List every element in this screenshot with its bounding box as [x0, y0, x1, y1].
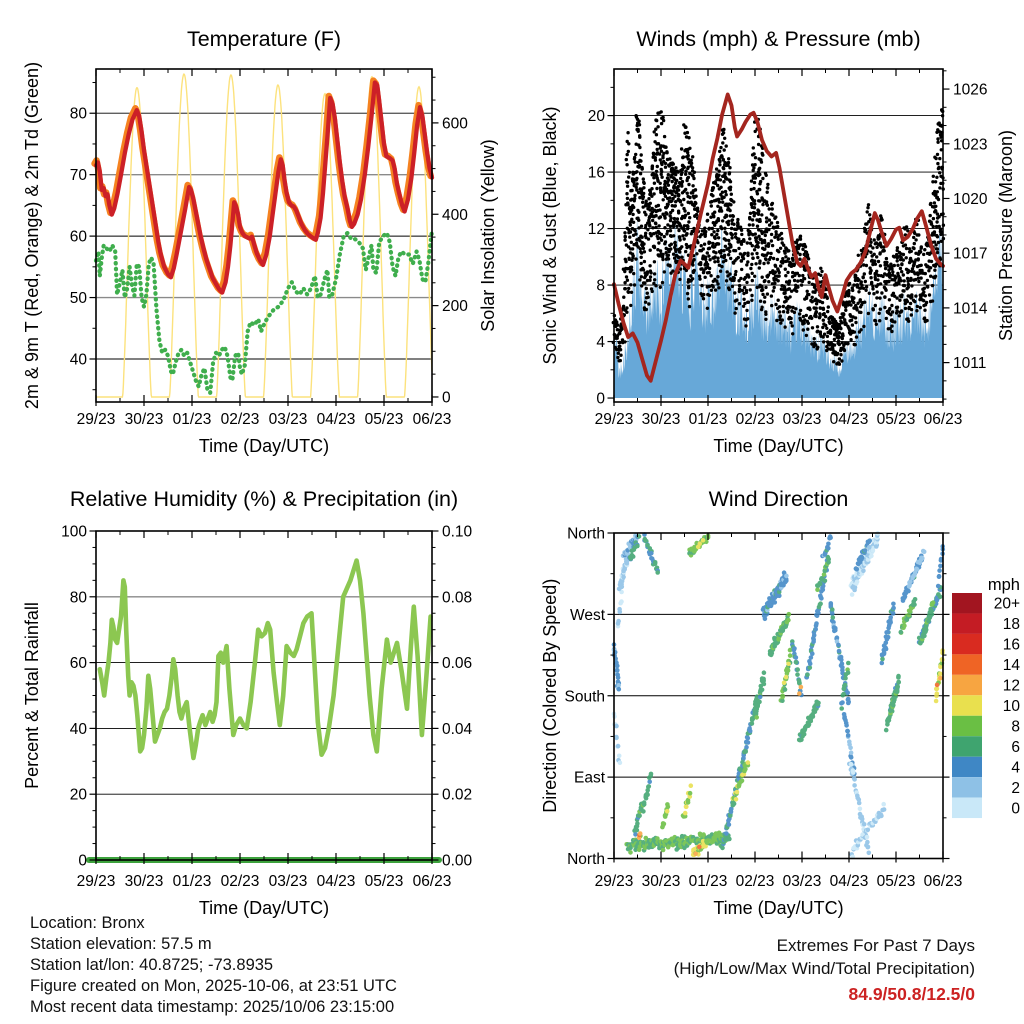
x-axis-title: Time (Day/UTC) [713, 436, 844, 456]
y-tick-label: 0.10 [442, 523, 473, 541]
y-tick-label: 40 [69, 351, 87, 369]
y-tick-label: 400 [442, 206, 468, 224]
x-tick-label: 29/23 [594, 411, 634, 428]
extremes-values: 84.9/50.8/12.5/0 [848, 984, 975, 1004]
legend-label: 20+ [993, 595, 1020, 613]
y-tick-label: 1017 [953, 245, 988, 263]
direction-tick-label: South [564, 688, 605, 706]
x-tick-label: 06/23 [412, 411, 452, 428]
legend-label: 18 [1002, 616, 1020, 634]
y-axis-title: Direction (Colored By Speed) [540, 578, 560, 813]
legend-label: 12 [1002, 677, 1020, 695]
y-tick-label: 1014 [953, 300, 988, 318]
y-tick-label: 80 [69, 105, 87, 123]
x-tick-label: 30/23 [124, 873, 164, 890]
x-tick-label: 01/23 [172, 873, 212, 890]
station-info [30, 913, 397, 1018]
y-tick-label: 20 [587, 108, 605, 126]
y-tick-label: 1023 [953, 136, 988, 154]
chart-title: Wind Direction [708, 487, 849, 511]
y-tick-label: 0.04 [442, 720, 473, 738]
legend-label: 14 [1002, 657, 1020, 675]
recent-data-timestamp: Most recent data timestamp: 2025/10/06 23:15:00 [30, 998, 395, 1016]
y-tick-label: 0 [78, 852, 87, 870]
x-tick-label: 01/23 [172, 411, 212, 428]
y-tick-label: 60 [69, 655, 87, 673]
x-tick-label: 04/23 [316, 873, 356, 890]
legend-swatch [952, 593, 982, 613]
x-tick-label: 04/23 [316, 411, 356, 428]
direction-tick-label: North [567, 851, 605, 868]
x-axis-title: Time (Day/UTC) [198, 436, 330, 456]
y-tick-label: 0.00 [442, 852, 473, 870]
legend-label: 10 [1002, 698, 1020, 716]
y-tick-label: 20 [69, 786, 87, 804]
temperature-chart [22, 27, 498, 456]
y-axis-title: 2m & 9m T (Red, Orange) & 2m Td (Green) [22, 61, 42, 410]
y-tick-label: 16 [587, 164, 605, 182]
y-tick-label: 8 [596, 277, 605, 295]
chart-title: Winds (mph) & Pressure (mb) [636, 27, 921, 51]
x-tick-label: 05/23 [364, 411, 404, 428]
legend-swatch [952, 777, 982, 797]
x-tick-label: 06/23 [923, 873, 963, 890]
y-tick-label: 100 [61, 523, 87, 541]
x-tick-label: 05/23 [876, 411, 916, 428]
legend-swatch [952, 695, 982, 715]
y-axis-title: Solar Insolation (Yellow) [478, 139, 498, 332]
speed-legend [952, 576, 1020, 818]
x-tick-label: 02/23 [220, 411, 260, 428]
x-tick-label: 04/23 [829, 873, 869, 890]
y-tick-label: 12 [587, 221, 605, 239]
winds-pressure-chart [540, 27, 1016, 456]
legend-label: 0 [1011, 800, 1020, 818]
y-axis-title: Percent & Total Rainfall [22, 602, 42, 789]
x-tick-label: 29/23 [76, 873, 116, 890]
legend-swatch [952, 634, 982, 654]
direction-tick-label: East [573, 769, 605, 787]
wind-direction-chart [540, 487, 1020, 918]
legend-swatch [952, 798, 982, 818]
legend-title: mph [987, 576, 1020, 594]
y-tick-label: 1026 [953, 81, 988, 99]
y-tick-label: 1011 [953, 355, 987, 373]
x-tick-label: 06/23 [412, 873, 452, 890]
x-tick-label: 06/23 [923, 411, 963, 428]
y-tick-label: 600 [442, 115, 468, 133]
legend-label: 16 [1002, 636, 1020, 654]
chart-title: Relative Humidity (%) & Precipitation (in) [69, 487, 459, 511]
y-tick-label: 200 [442, 298, 468, 316]
y-tick-label: 40 [69, 720, 87, 738]
legend-swatch [952, 736, 982, 756]
x-tick-label: 01/23 [688, 873, 728, 890]
x-tick-label: 30/23 [641, 411, 681, 428]
x-tick-label: 01/23 [688, 411, 728, 428]
legend-label: 4 [1011, 759, 1020, 777]
legend-label: 8 [1011, 718, 1020, 736]
legend-swatch [952, 757, 982, 777]
x-tick-label: 05/23 [364, 873, 404, 890]
x-tick-label: 03/23 [268, 873, 308, 890]
legend-label: 2 [1011, 779, 1020, 797]
x-tick-label: 30/23 [641, 873, 681, 890]
x-tick-label: 02/23 [220, 873, 260, 890]
legend-label: 6 [1011, 738, 1020, 756]
y-tick-label: 0.06 [442, 655, 473, 673]
y-axis-title: Station Pressure (Maroon) [996, 129, 1016, 342]
y-tick-label: 60 [69, 228, 87, 246]
chart-title: Temperature (F) [186, 27, 342, 51]
y-tick-label: 80 [69, 589, 87, 607]
y-tick-label: 50 [69, 290, 87, 308]
direction-tick-label: North [567, 525, 605, 543]
y-tick-label: 0 [442, 389, 451, 407]
station-latlon: Station lat/lon: 40.8725; -73.8935 [30, 956, 274, 974]
y-tick-label: 1020 [953, 190, 988, 208]
x-tick-label: 03/23 [782, 411, 822, 428]
y-axis-title: Sonic Wind & Gust (Blue, Black) [540, 106, 560, 365]
x-tick-label: 02/23 [735, 411, 775, 428]
station-elevation: Station elevation: 57.5 m [30, 935, 212, 953]
legend-swatch [952, 675, 982, 695]
y-tick-label: 0.08 [442, 589, 473, 607]
direction-dots [612, 531, 945, 859]
extremes-summary [674, 934, 975, 1006]
x-tick-label: 02/23 [735, 873, 775, 890]
direction-tick-label: West [569, 606, 605, 624]
station-location: Location: Bronx [30, 914, 145, 932]
x-tick-label: 03/23 [782, 873, 822, 890]
humidity-precip-chart [22, 487, 473, 918]
x-axis-title: Time (Day/UTC) [198, 898, 330, 918]
y-tick-label: 70 [69, 167, 87, 185]
x-tick-label: 30/23 [124, 411, 164, 428]
legend-swatch [952, 613, 982, 633]
x-tick-label: 05/23 [876, 873, 916, 890]
figure-created-timestamp: Figure created on Mon, 2025-10-06, at 23:51 UTC [30, 977, 397, 995]
extremes-subtitle: (High/Low/Max Wind/Total Precipitation) [673, 959, 975, 978]
y-tick-label: 0.02 [442, 786, 473, 804]
x-tick-label: 29/23 [76, 411, 116, 428]
x-tick-label: 03/23 [268, 411, 308, 428]
legend-swatch [952, 654, 982, 674]
x-tick-label: 29/23 [594, 873, 634, 890]
x-tick-label: 04/23 [829, 411, 869, 428]
extremes-title: Extremes For Past 7 Days [776, 936, 975, 955]
legend-swatch [952, 716, 982, 736]
y-tick-label: 0 [596, 390, 605, 408]
x-axis-title: Time (Day/UTC) [713, 898, 844, 918]
y-tick-label: 4 [596, 334, 605, 352]
